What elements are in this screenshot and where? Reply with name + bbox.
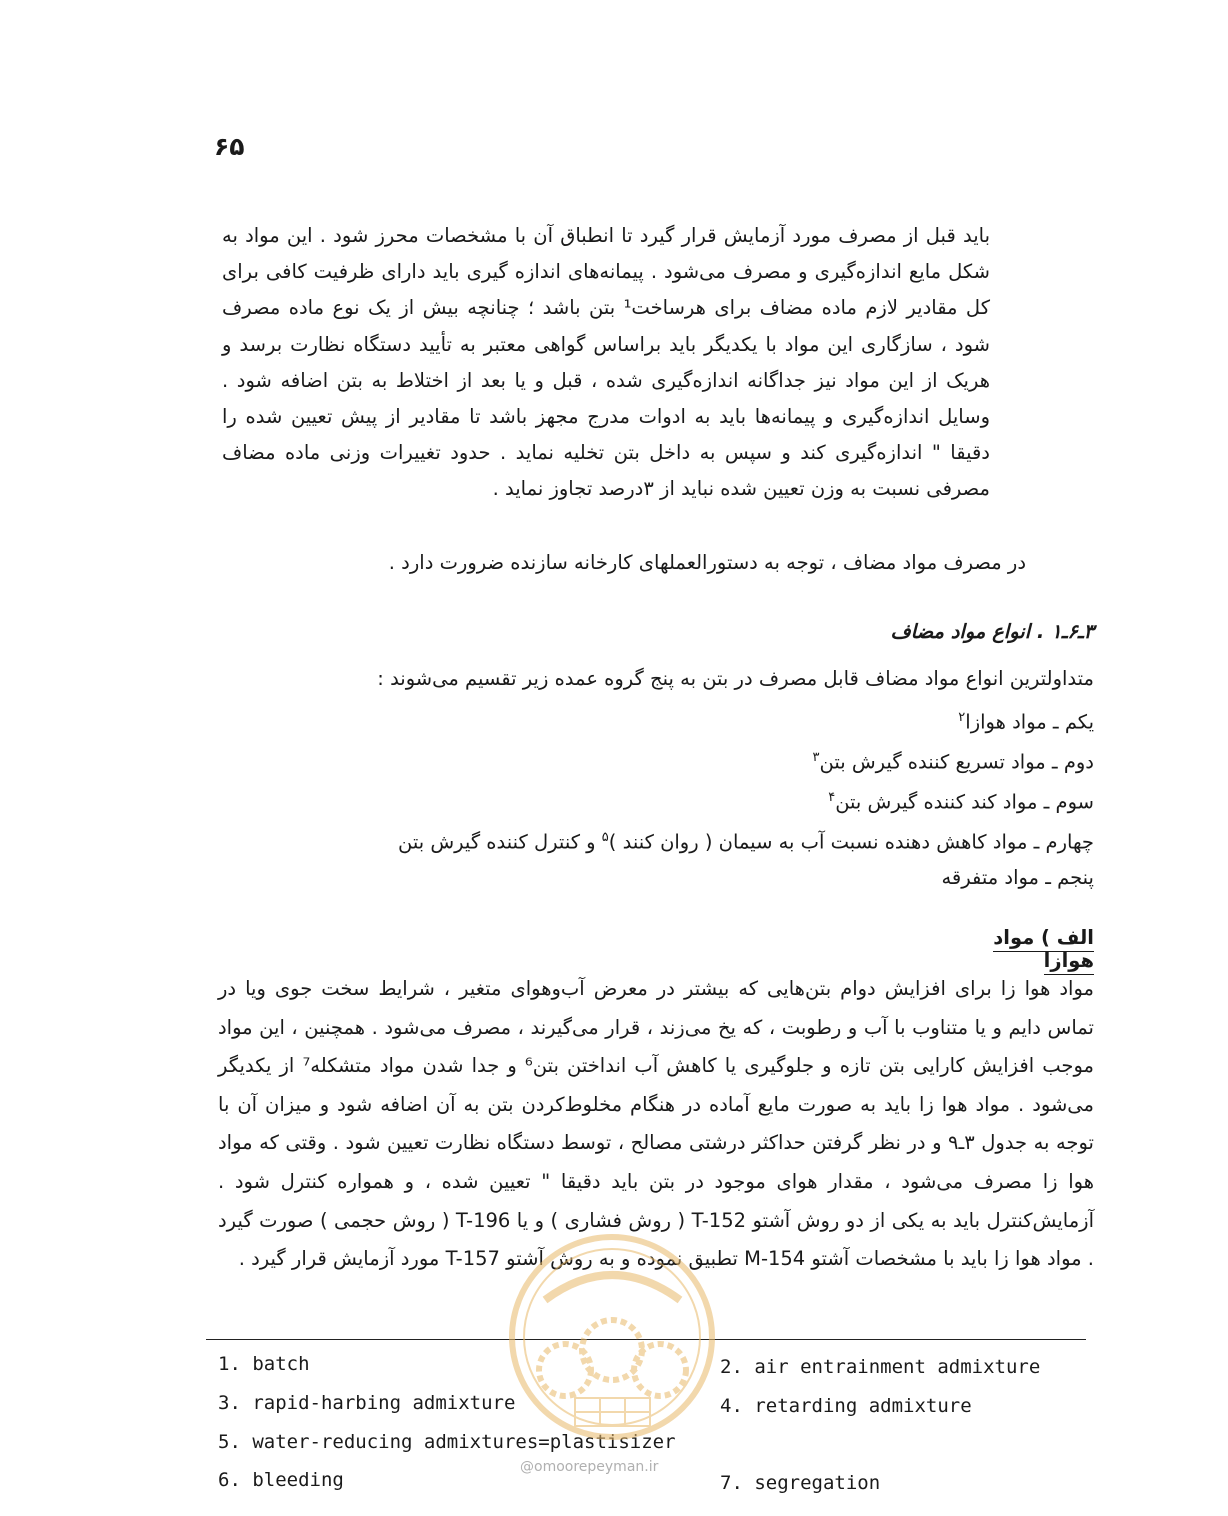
list-item: دوم ـ مواد تسریع کننده گیرش بتن$^۳$: [812, 750, 1094, 774]
list-item: چهارم ـ مواد کاهش دهنده نسبت آب به سیمان ( روان کنند )$^۵$ و کنترل کننده گیرش بتن: [398, 830, 1094, 854]
footnote-4: 4. retarding admixture: [720, 1395, 972, 1417]
section-heading: ۳ـ۶ـ۱ . انواع مواد مضاف: [890, 620, 1094, 643]
page-number: ۶۵: [214, 132, 245, 161]
footnote-5: 5. water-reducing admixtures=plastisizer: [218, 1431, 676, 1453]
paragraph-manufacturer-instructions: در مصرف مواد مضاف ، توجه به دستورالعملهای کارخانه سازنده ضرورت دارد .: [388, 551, 1026, 574]
footnote-1: 1. batch: [218, 1353, 310, 1375]
footnote-7: 7. segregation: [720, 1472, 881, 1494]
list-item: سوم ـ مواد کند کننده گیرش بتن$^۴$: [828, 790, 1094, 814]
admixture-types-intro: متداولترین انواع مواد مضاف قابل مصرف در بتن به پنج گروه عمده زیر تقسیم می‌شوند :: [377, 667, 1094, 690]
admixture-types-list: [200, 698, 1094, 898]
footnote-3: 3. rapid-harbing admixture: [218, 1392, 516, 1414]
list-item: یکم ـ مواد هوازا$^۲$: [958, 710, 1094, 734]
watermark-url: @omoorepeyman.ir: [520, 1459, 659, 1475]
subheading-air-entraining: الف ) مواد هوازا: [944, 926, 1094, 972]
footnote-6: 6. bleeding: [218, 1469, 344, 1491]
watermark-seal-icon: [505, 1230, 720, 1445]
paragraph-air-entraining: مواد هوا زا برای افزایش دوام بتن‌هایی که بیشتر در معرض آب‌وهوای متغیر ، شرایط سخت جوی ویا در تماس دایم و یا متناوب با آب و رطوبت ، که یخ می‌زند ، قرار می‌گیرند ، مصرف می‌شود . همچنین ، این مواد موجب افزایش کارایی بتن تازه و جلوگیری یا کاهش آب انداختن بتن⁶ و جدا شدن مواد متشکله⁷ از یکدیگر می‌شود . مواد هوا زا باید به صورت مایع آماده در هنگام مخلوط‌کردن بتن به آن اضافه شود و میزان آن با توجه به جدول ۳ـ۹ و در نظر گرفتن حداکثر درشتی مصالح ، توسط دستگاه نظارت تعیین شود . وقتی که مواد هوا زا مصرف می‌شود ، مقدار هوای موجود در بتن باید دقیقا " تعیین شده ، و همواره کنترل شود . آزمایش‌کنترل باید به یکی از دو روش آشتو T-152 ( روش فشاری ) و یا T-196 ( روش حجمی ) صورت گیرد . مواد هوا زا باید با مشخصات آشتو M-154 تطبیق نموده و به روش آشتو T-157 مورد آزمایش قرار گیرد .: [218, 977, 1094, 1271]
paragraph-admixture-measurement: باید قبل از مصرف مورد آزمایش قرار گیرد تا انطباق آن با مشخصات محرز شود . این مواد به شکل مایع اندازه‌گیری و مصرف می‌شود . پیمانه‌های اندازه گیری باید دارای ظرفیت کافی برای کل مقادیر لازم ماده مضاف برای هرساخت¹ بتن باشد ؛ چنانچه بیش از یک نوع ماده مصرف شود ، سازگاری این مواد با یکدیگر باید براساس گواهی معتبر به تأیید دستگاه نظارت برسد و هریک از این مواد نیز جداگانه اندازه‌گیری شده ، قبل و یا بعد از اختلاط به بتن اضافه شود . وسایل اندازه‌گیری و پیمانه‌ها باید به ادوات مدرج مجهز باشد تا مقادیر از پیش تعیین شده را دقیقا " اندازه‌گیری کند و سپس به داخل بتن تخلیه نماید . حدود تغییرات وزنی ماده مضاف مصرفی نسبت به وزن تعیین شده نباید از ۳درصد تجاوز نماید .: [222, 224, 990, 501]
list-item: پنجم ـ مواد متفرقه: [941, 866, 1094, 889]
footnote-2: 2. air entrainment admixture: [720, 1356, 1041, 1378]
